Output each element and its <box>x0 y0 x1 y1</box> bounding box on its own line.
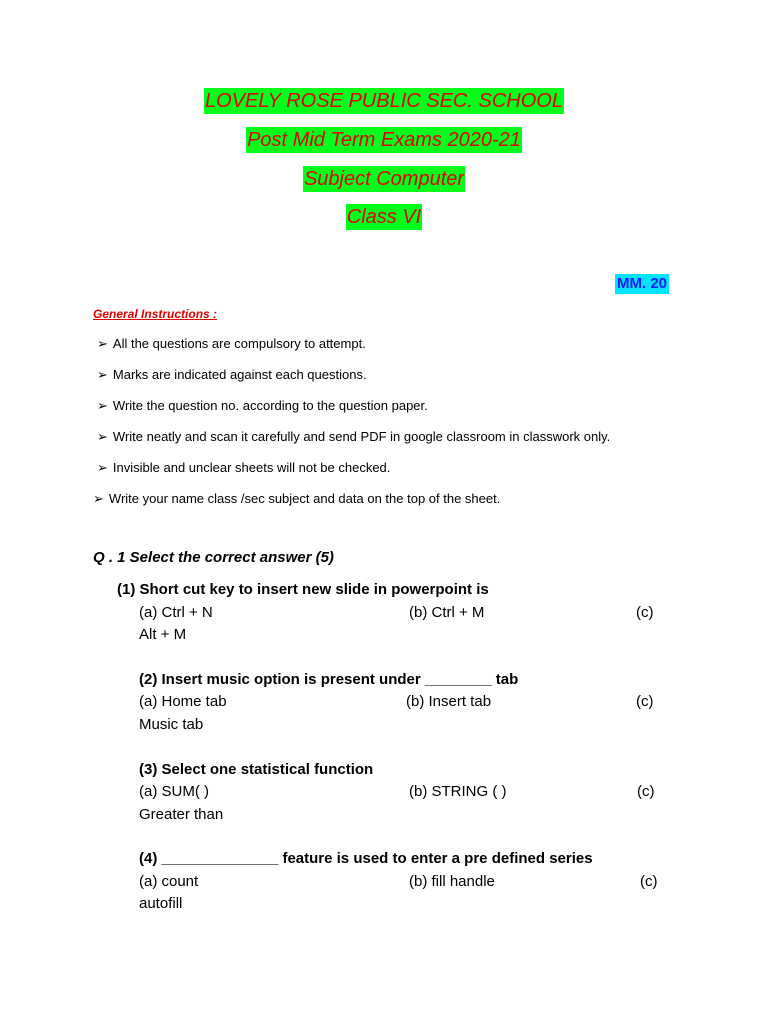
question-title: (1) Short cut key to insert new slide in powerpoint is <box>117 581 489 598</box>
instruction-text: Marks are indicated against each questions. <box>112 367 367 382</box>
question-title: (4) ______________ feature is used to enter a pre defined series <box>139 850 593 867</box>
option-c-label: (c) <box>636 604 654 621</box>
subject-row <box>0 166 768 192</box>
option-a: (a) count <box>139 873 199 890</box>
exam-name: Post Mid Term Exams 2020-21 <box>247 129 521 151</box>
option-c-text: Alt + M <box>139 626 187 643</box>
arrow-bullet-icon: ➢ <box>93 491 104 506</box>
arrow-bullet-icon: ➢ <box>97 460 108 475</box>
arrow-bullet-icon: ➢ <box>97 336 108 351</box>
option-b: (b) fill handle <box>409 873 495 890</box>
option-c-label: (c) <box>640 873 658 890</box>
exam-name-row <box>0 127 768 153</box>
instruction-item <box>97 428 610 446</box>
instruction-item <box>97 397 428 415</box>
arrow-bullet-icon: ➢ <box>97 367 108 382</box>
school-name-row <box>0 88 768 114</box>
instruction-text: Write the question no. according to the question paper. <box>112 398 428 413</box>
instruction-item <box>97 335 366 353</box>
option-b: (b) STRING ( ) <box>409 783 507 800</box>
max-marks: MM. 20 <box>617 275 668 292</box>
instruction-text: Write neatly and scan it carefully and send PDF in google classroom in classwork only. <box>112 429 611 444</box>
instruction-item <box>93 490 500 508</box>
instruction-text: Write your name class /sec subject and data on the top of the sheet. <box>108 491 501 506</box>
question-title: (2) Insert music option is present under ________ tab <box>139 671 519 688</box>
instruction-item <box>97 366 367 384</box>
subject-name: Subject Computer <box>303 168 465 190</box>
option-c-label: (c) <box>636 693 654 710</box>
arrow-bullet-icon: ➢ <box>97 429 108 444</box>
option-a: (a) Ctrl + N <box>139 604 213 621</box>
instruction-text: All the questions are compulsory to attempt. <box>112 336 366 351</box>
option-b: (b) Insert tab <box>406 693 492 710</box>
option-a: (a) Home tab <box>139 693 227 710</box>
class-row <box>0 204 768 230</box>
general-instructions-heading: General Instructions : <box>93 307 218 321</box>
instruction-item <box>97 459 390 477</box>
option-c-label: (c) <box>637 783 655 800</box>
option-c-text: Greater than <box>139 806 224 823</box>
option-c-text: Music tab <box>139 716 204 733</box>
class-name: Class VI <box>346 206 422 228</box>
instruction-text: Invisible and unclear sheets will not be checked. <box>112 460 391 475</box>
arrow-bullet-icon: ➢ <box>97 398 108 413</box>
option-c-text: autofill <box>139 895 183 912</box>
section-heading: Q . 1 Select the correct answer (5) <box>93 549 334 566</box>
question-title: (3) Select one statistical function <box>139 761 374 778</box>
school-name: LOVELY ROSE PUBLIC SEC. SCHOOL <box>205 90 563 112</box>
option-b: (b) Ctrl + M <box>409 604 485 621</box>
option-a: (a) SUM( ) <box>139 783 209 800</box>
